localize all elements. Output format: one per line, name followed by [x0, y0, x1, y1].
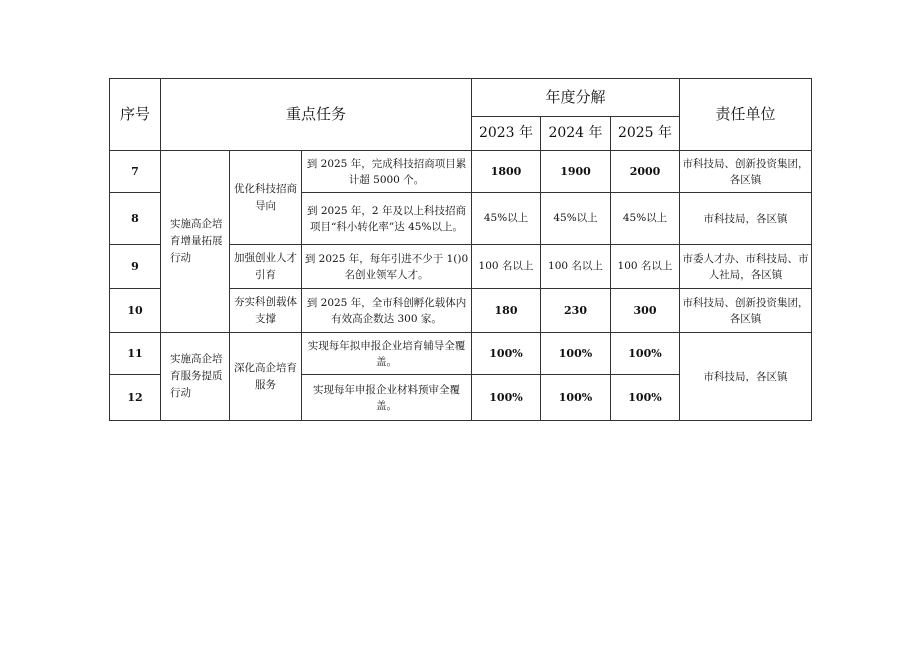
header-task: 重点任务 [161, 79, 472, 151]
value-2025: 300 [611, 289, 680, 333]
row-seq: 11 [110, 333, 161, 375]
header-year-2025: 2025 年 [611, 117, 680, 151]
subtask-cell: 深化高企培育服务 [230, 333, 302, 421]
unit-cell: 市科技局，各区镇 [680, 333, 812, 421]
header-row [110, 79, 812, 117]
table-row [110, 333, 812, 375]
task-cell: 实现每年拟申报企业培育辅导全覆盖。 [302, 333, 472, 375]
subtask-cell: 优化科技招商导向 [230, 151, 302, 245]
task-cell: 到 2025 年，每年引进不少于 1()0 名创业领军人才。 [302, 245, 472, 289]
table-row [110, 151, 812, 193]
value-2023: 180 [472, 289, 541, 333]
row-seq: 9 [110, 245, 161, 289]
header-year-2023: 2023 年 [472, 117, 541, 151]
value-2023: 1800 [472, 151, 541, 193]
row-seq: 12 [110, 375, 161, 421]
unit-cell: 市委人才办、市科技局、市人社局，各区镇 [680, 245, 812, 289]
value-2024: 45%以上 [541, 193, 611, 245]
value-2023: 100 名以上 [472, 245, 541, 289]
unit-cell: 市科技局，各区镇 [680, 193, 812, 245]
header-annual: 年度分解 [472, 79, 680, 117]
unit-cell: 市科技局、创新投资集团，各区镇 [680, 151, 812, 193]
value-2025: 100% [611, 333, 680, 375]
value-2024: 230 [541, 289, 611, 333]
subtask-cell: 夯实科创载体支撑 [230, 289, 302, 333]
task-cell: 到 2025 年，2 年及以上科技招商项目“科小转化率”达 45%以上。 [302, 193, 472, 245]
header-unit: 责任单位 [680, 79, 812, 151]
row-seq: 10 [110, 289, 161, 333]
task-table [109, 78, 812, 421]
value-2024: 100 名以上 [541, 245, 611, 289]
subtask-cell: 加强创业人才引育 [230, 245, 302, 289]
row-seq: 8 [110, 193, 161, 245]
task-cell: 到 2025 年，完成科技招商项目累计超 5000 个。 [302, 151, 472, 193]
category-cell: 实施高企培育服务提质行动 [161, 333, 230, 421]
value-2025: 2000 [611, 151, 680, 193]
value-2025: 100% [611, 375, 680, 421]
value-2023: 100% [472, 333, 541, 375]
value-2023: 45%以上 [472, 193, 541, 245]
task-cell: 到 2025 年，全市科创孵化载体内有效高企数达 300 家。 [302, 289, 472, 333]
task-cell: 实现每年申报企业材料预审全覆盖。 [302, 375, 472, 421]
header-year-2024: 2024 年 [541, 117, 611, 151]
header-seq: 序号 [110, 79, 161, 151]
value-2023: 100% [472, 375, 541, 421]
value-2025: 45%以上 [611, 193, 680, 245]
value-2025: 100 名以上 [611, 245, 680, 289]
value-2024: 100% [541, 375, 611, 421]
value-2024: 100% [541, 333, 611, 375]
category-cell: 实施高企培育增量拓展行动 [161, 151, 230, 333]
value-2024: 1900 [541, 151, 611, 193]
unit-cell: 市科技局、创新投资集团，各区镇 [680, 289, 812, 333]
row-seq: 7 [110, 151, 161, 193]
